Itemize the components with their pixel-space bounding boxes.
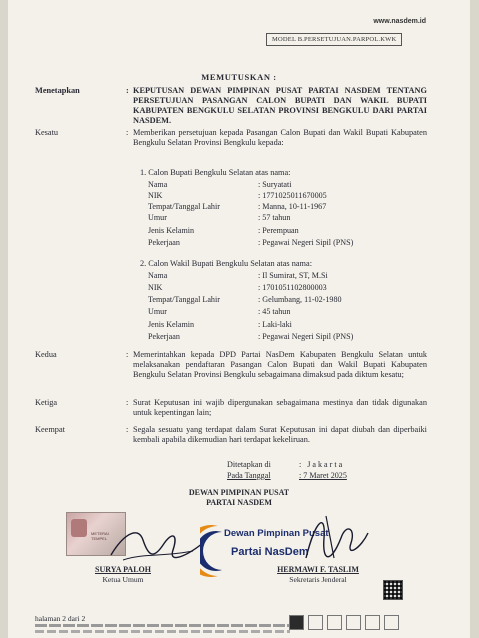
field-key: NIK: [148, 283, 163, 292]
colon: :: [126, 86, 129, 95]
keempat-label: Keempat: [35, 425, 65, 434]
field-key: Jenis Kelamin: [148, 320, 195, 329]
ketiga-text: Surat Keputusan ini wajib dipergunakan sebagaimana mestinya dan tidak digunakan untuk kepentingan lain;: [133, 398, 427, 417]
initial-box: [384, 615, 399, 630]
signature-right: [296, 508, 376, 568]
place-value: : Jakarta: [299, 460, 345, 469]
signer-left-role: Ketua Umum: [102, 575, 144, 584]
field-value: : Il Sumirat, ST, M.Si: [258, 271, 328, 280]
field-value: : 45 tahun: [258, 307, 291, 316]
candidate-2-title: 2. Calon Wakil Bupati Bengkulu Selatan atas nama:: [140, 259, 312, 268]
meterai-text: METERAI TEMPEL: [91, 531, 109, 541]
menetapkan-text: KEPUTUSAN DEWAN PIMPINAN PUSAT PARTAI NASDEM TENTANG PERSETUJUAN PASANGAN CALON BUPATI DAN WAKIL BUPATI KABUPATEN BENGKULU SELATAN PROVINSI BENGKULU DARI PARTAI NASDEM.: [133, 86, 427, 125]
colon: :: [126, 128, 129, 137]
field-key: Tempat/Tanggal Lahir: [148, 295, 220, 304]
field-value: : Laki-laki: [258, 320, 292, 329]
signature-left: [103, 515, 213, 570]
org-line-1: DEWAN PIMPINAN PUSAT: [188, 488, 290, 497]
kedua-label: Kedua: [35, 350, 57, 359]
menetapkan-label: Menetapkan: [35, 86, 80, 95]
initial-box: [289, 615, 304, 630]
field-key: Umur: [148, 307, 167, 316]
place-label: Ditetapkan di: [227, 460, 271, 469]
kedua-text: Memerintahkan kepada DPD Partai NasDem Kabupaten Bengkulu Selatan untuk melaksanakan pendaftaran Pasangan Calon Bupati dan Wakil Bupati Kabupaten Bengkulu Selatan Provinsi Bengkulu sebagaimana dimaksud pada diktum kesatu;: [133, 350, 427, 379]
colon: :: [126, 425, 129, 434]
org-line-2: PARTAI NASDEM: [206, 498, 272, 507]
garuda-icon: [71, 519, 87, 537]
field-key: Tempat/Tanggal Lahir: [148, 202, 220, 211]
field-value: : 1771025011670005: [258, 191, 327, 200]
field-key: Nama: [148, 271, 168, 280]
footer-address-lines: [35, 624, 290, 633]
field-key: NIK: [148, 191, 163, 200]
initial-box: [346, 615, 361, 630]
kesatu-text: Memberikan persetujuan kepada Pasangan Calon Bupati dan Wakil Bupati Kabupaten Bengkulu Selatan Provinsi Bengkulu kepada:: [133, 128, 427, 147]
field-key: Pekerjaan: [148, 332, 180, 341]
date-value: : 7 Maret 2025: [299, 471, 347, 480]
stamp-party-text: Partai NasDem: [231, 546, 309, 558]
kesatu-label: Kesatu: [35, 128, 59, 137]
signer-right-name: HERMAWI F. TASLIM: [277, 565, 359, 574]
stamp-org-text: Dewan Pimpinan Pusat: [224, 528, 329, 539]
field-value: : Pegawai Negeri Sipil (PNS): [258, 238, 354, 247]
page-number: halaman 2 dari 2: [35, 614, 86, 623]
field-value: : 1701051102800003: [258, 283, 327, 292]
field-key: Umur: [148, 213, 167, 222]
colon: :: [126, 398, 129, 407]
field-value: : 57 tahun: [258, 213, 291, 222]
model-code-box: MODEL B.PERSETUJUAN.PARPOL.KWK: [266, 33, 402, 46]
keempat-text: Segala sesuatu yang terdapat dalam Surat Keputusan ini dapat diubah dan diperbaiki kembali apabila dikemudian hari terdapat kekeliruan.: [133, 425, 427, 444]
field-value: : Pegawai Negeri Sipil (PNS): [258, 332, 354, 341]
candidate-1-title: 1. Calon Bupati Bengkulu Selatan atas nama:: [140, 168, 291, 177]
colon: :: [126, 350, 129, 359]
document-page: [8, 0, 470, 638]
field-value: : Suryatati: [258, 180, 292, 189]
footer-line: [35, 630, 290, 633]
signer-right-role: Sekretaris Jenderal: [289, 575, 347, 584]
field-key: Nama: [148, 180, 168, 189]
initial-box: [365, 615, 380, 630]
footer-line: [35, 624, 290, 627]
website-label: www.nasdem.id: [373, 18, 426, 25]
field-value: : Manna, 10-11-1967: [258, 202, 327, 211]
ketiga-label: Ketiga: [35, 398, 58, 407]
field-key: Pekerjaan: [148, 238, 180, 247]
decision-heading: MEMUTUSKAN :: [201, 72, 277, 82]
field-value: : Perempuan: [258, 226, 299, 235]
field-key: Jenis Kelamin: [148, 226, 195, 235]
field-value: : Gelumbang, 11-02-1980: [258, 295, 342, 304]
initial-box: [327, 615, 342, 630]
date-label: Pada Tanggal: [227, 471, 271, 480]
qr-code-icon: [383, 580, 403, 600]
signer-left-name: SURYA PALOH: [95, 565, 151, 574]
initial-box: [308, 615, 323, 630]
